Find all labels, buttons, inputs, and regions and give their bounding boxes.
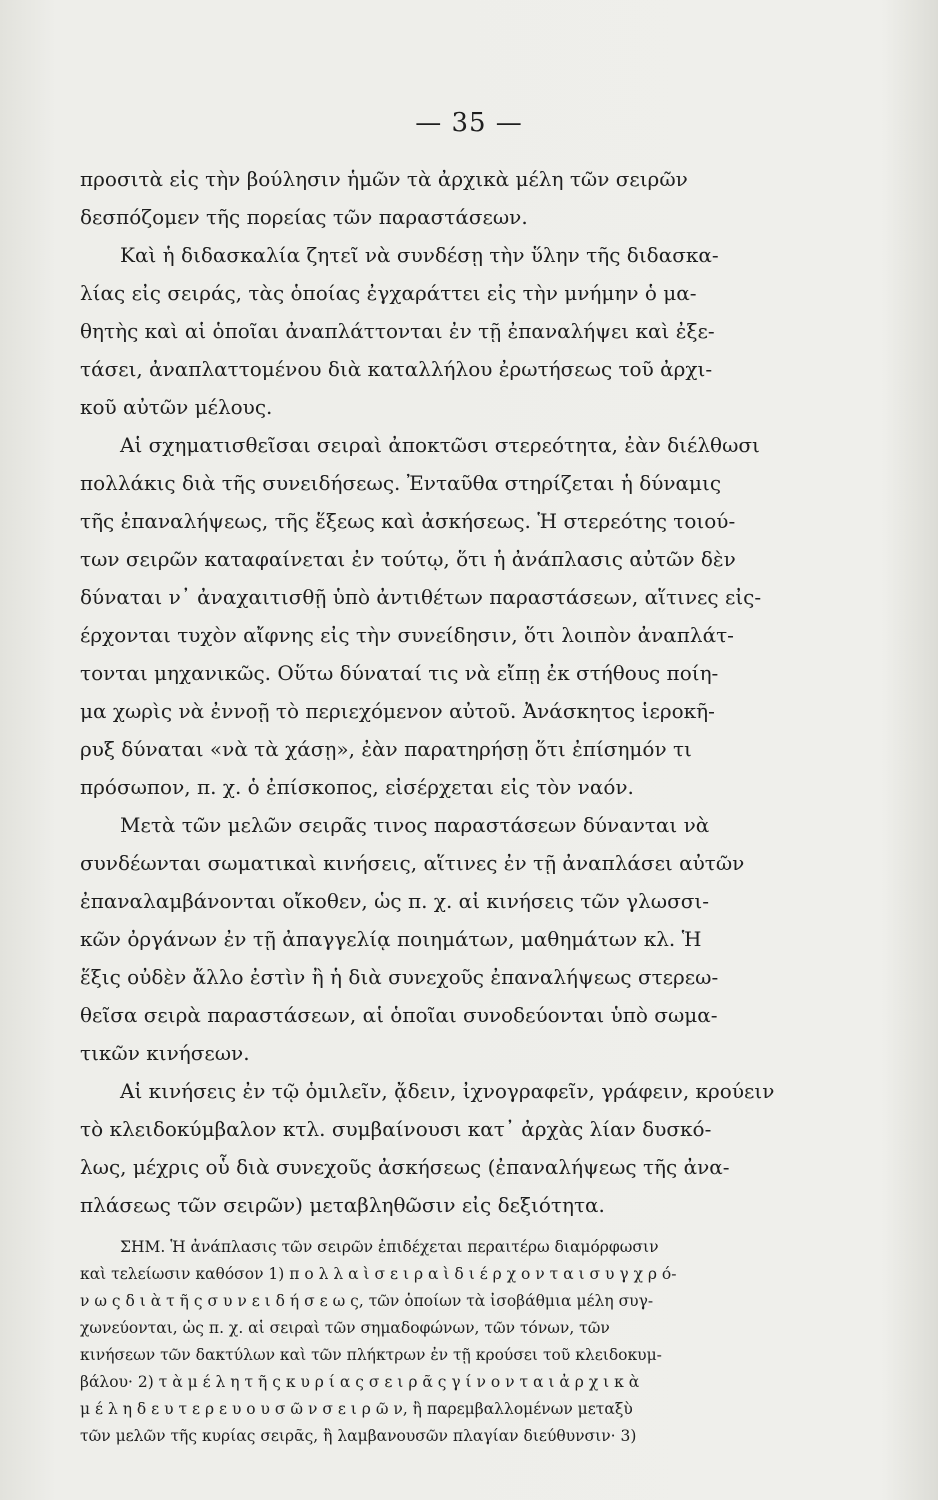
note-line: βάλου· 2) τ ὰ μ έ λ η τ ῆ ς κ υ ρ ί α ς σ ε ι ρ ᾶ ς γ ί ν ο ν τ α ι ἀ ρ χ ι κ ὰ [80,1373,640,1391]
text-line: πολλάκις διὰ τῆς συνειδήσεως. Ἐνταῦθα στηρίζεται ἡ δύναμις [80,471,722,495]
text-line: κοῦ αὐτῶν μέλους. [80,395,273,419]
text-line: θητὴς καὶ αἱ ὁποῖαι ἀναπλάττονται ἐν τῇ ἐπαναλήψει καὶ ἐξε- [80,319,715,343]
text-line: μα χωρὶς νὰ ἐννοῇ τὸ περιεχόμενον αὐτοῦ. Ἀνάσκητος ἱεροκῆ- [80,699,715,723]
footnote [80,1234,860,1450]
text-line: Αἱ κινήσεις ἐν τῷ ὁμιλεῖν, ᾄδειν, ἰχνογραφεῖν, γράφειν, κρούειν [120,1079,775,1103]
text-line: προσιτὰ εἰς τὴν βούλησιν ἡμῶν τὰ ἀρχικὰ μέλη τῶν σειρῶν [80,167,688,191]
note-line: ν ω ς δ ι ὰ τ ῆ ς σ υ ν ε ι δ ή σ ε ω ς, τῶν ὁποίων τὰ ἰσοβάθμια μέλη συγ- [80,1292,654,1310]
text-line: πρόσωπον, π. χ. ὁ ἐπίσκοπος, εἰσέρχεται εἰς τὸν ναόν. [80,775,634,799]
text-line: έρχονται τυχὸν αἴφνης εἰς τὴν συνείδησιν, ὅτι λοιπὸν ἀναπλάτ- [80,623,734,647]
note-line: κινήσεων τῶν δακτύλων καὶ τῶν πλήκτρων ἐν τῇ κρούσει τοῦ κλειδοκυμ- [80,1346,662,1364]
text-line: τονται μηχανικῶς. Οὕτω δύναταί τις νὰ εἴπῃ ἐκ στήθους ποίη- [80,661,719,685]
text-line: Μετὰ τῶν μελῶν σειρᾶς τινος παραστάσεων δύνανται νὰ [120,813,710,837]
text-line: κῶν ὀργάνων ἐν τῇ ἀπαγγελίᾳ ποιημάτων, μαθημάτων κλ. Ἡ [80,927,702,951]
text-line: τῆς ἐπαναλήψεως, τῆς ἕξεως καὶ ἀσκήσεως. Ἡ στερεότης τοιού- [80,509,736,533]
body-text [80,160,860,1450]
note-line: χωνεύονται, ὡς π. χ. αἱ σειραὶ τῶν σημαδοφώνων, τῶν τόνων, τῶν [80,1319,610,1337]
text-line: ἕξις οὐδὲν ἄλλο ἐστὶν ἢ ἡ διὰ συνεχοῦς ἐπαναλήψεως στερεω- [80,965,719,989]
note-line: ΣΗΜ. Ἡ ἀνάπλασις τῶν σειρῶν ἐπιδέχεται περαιτέρω διαμόρφωσιν [120,1238,659,1256]
text-line: λίας εἰς σειράς, τὰς ὁποίας ἐγχαράττει εἰς τὴν μνήμην ὁ μα- [80,281,697,305]
text-line: δεσπόζομεν τῆς πορείας τῶν παραστάσεων. [80,205,528,229]
text-line: τικῶν κινήσεων. [80,1041,250,1065]
text-line: τὸ κλειδοκύμβαλον κτλ. συμβαίνουσι κατ᾿ ἀρχὰς λίαν δυσκό- [80,1117,712,1141]
text-line: των σειρῶν καταφαίνεται ἐν τούτῳ, ὅτι ἡ ἀνάπλασις αὐτῶν δὲν [80,547,736,571]
text-line: συνδέωνται σωματικαὶ κινήσεις, αἵτινες ἐν τῇ ἀναπλάσει αὐτῶν [80,851,745,875]
page-number: — 35 — [415,108,523,138]
text-line: δύναται ν᾿ ἀναχαιτισθῇ ὑπὸ ἀντιθέτων παραστάσεων, αἵτινες εἰς- [80,585,762,609]
note-line: καὶ τελείωσιν καθόσον 1) π ο λ λ α ὶ σ ε ι ρ α ὶ δ ι έ ρ χ ο ν τ α ι σ υ γ χ ρ ό- [80,1265,677,1283]
text-line: Καὶ ἡ διδασκαλία ζητεῖ νὰ συνδέσῃ τὴν ὕλην τῆς διδασκα- [120,243,719,267]
text-line: ἐπαναλαμβάνονται οἴκοθεν, ὡς π. χ. αἱ κινήσεις τῶν γλωσσι- [80,889,710,913]
text-line: λως, μέχρις οὗ διὰ συνεχοῦς ἀσκήσεως (ἐπαναλήψεως τῆς ἀνα- [80,1155,730,1179]
text-line: ρυξ δύναται «νὰ τὰ χάσῃ», ἐὰν παρατηρήσῃ ὅτι ἐπίσημόν τι [80,737,692,761]
note-line: τῶν μελῶν τῆς κυρίας σειρᾶς, ἢ λαμβανουσῶν πλαγίαν διεύθυνσιν· 3) [80,1427,637,1445]
text-line: πλάσεως τῶν σειρῶν) μεταβληθῶσιν εἰς δεξιότητα. [80,1193,605,1217]
text-line: τάσει, ἀναπλαττομένου διὰ καταλλήλου ἐρωτήσεως τοῦ ἀρχι- [80,357,713,381]
note-line: μ έ λ η δ ε υ τ ε ρ ε υ ο υ σ ῶ ν σ ε ι ρ ῶ ν, ἢ παρεμβαλλομένων μεταξὺ [80,1400,633,1418]
text-line: Αἱ σχηματισθεῖσαι σειραὶ ἀποκτῶσι στερεότητα, ἐὰν διέλθωσι [120,433,760,457]
text-line: θεῖσα σειρὰ παραστάσεων, αἱ ὁποῖαι συνοδεύονται ὑπὸ σωμα- [80,1003,718,1027]
